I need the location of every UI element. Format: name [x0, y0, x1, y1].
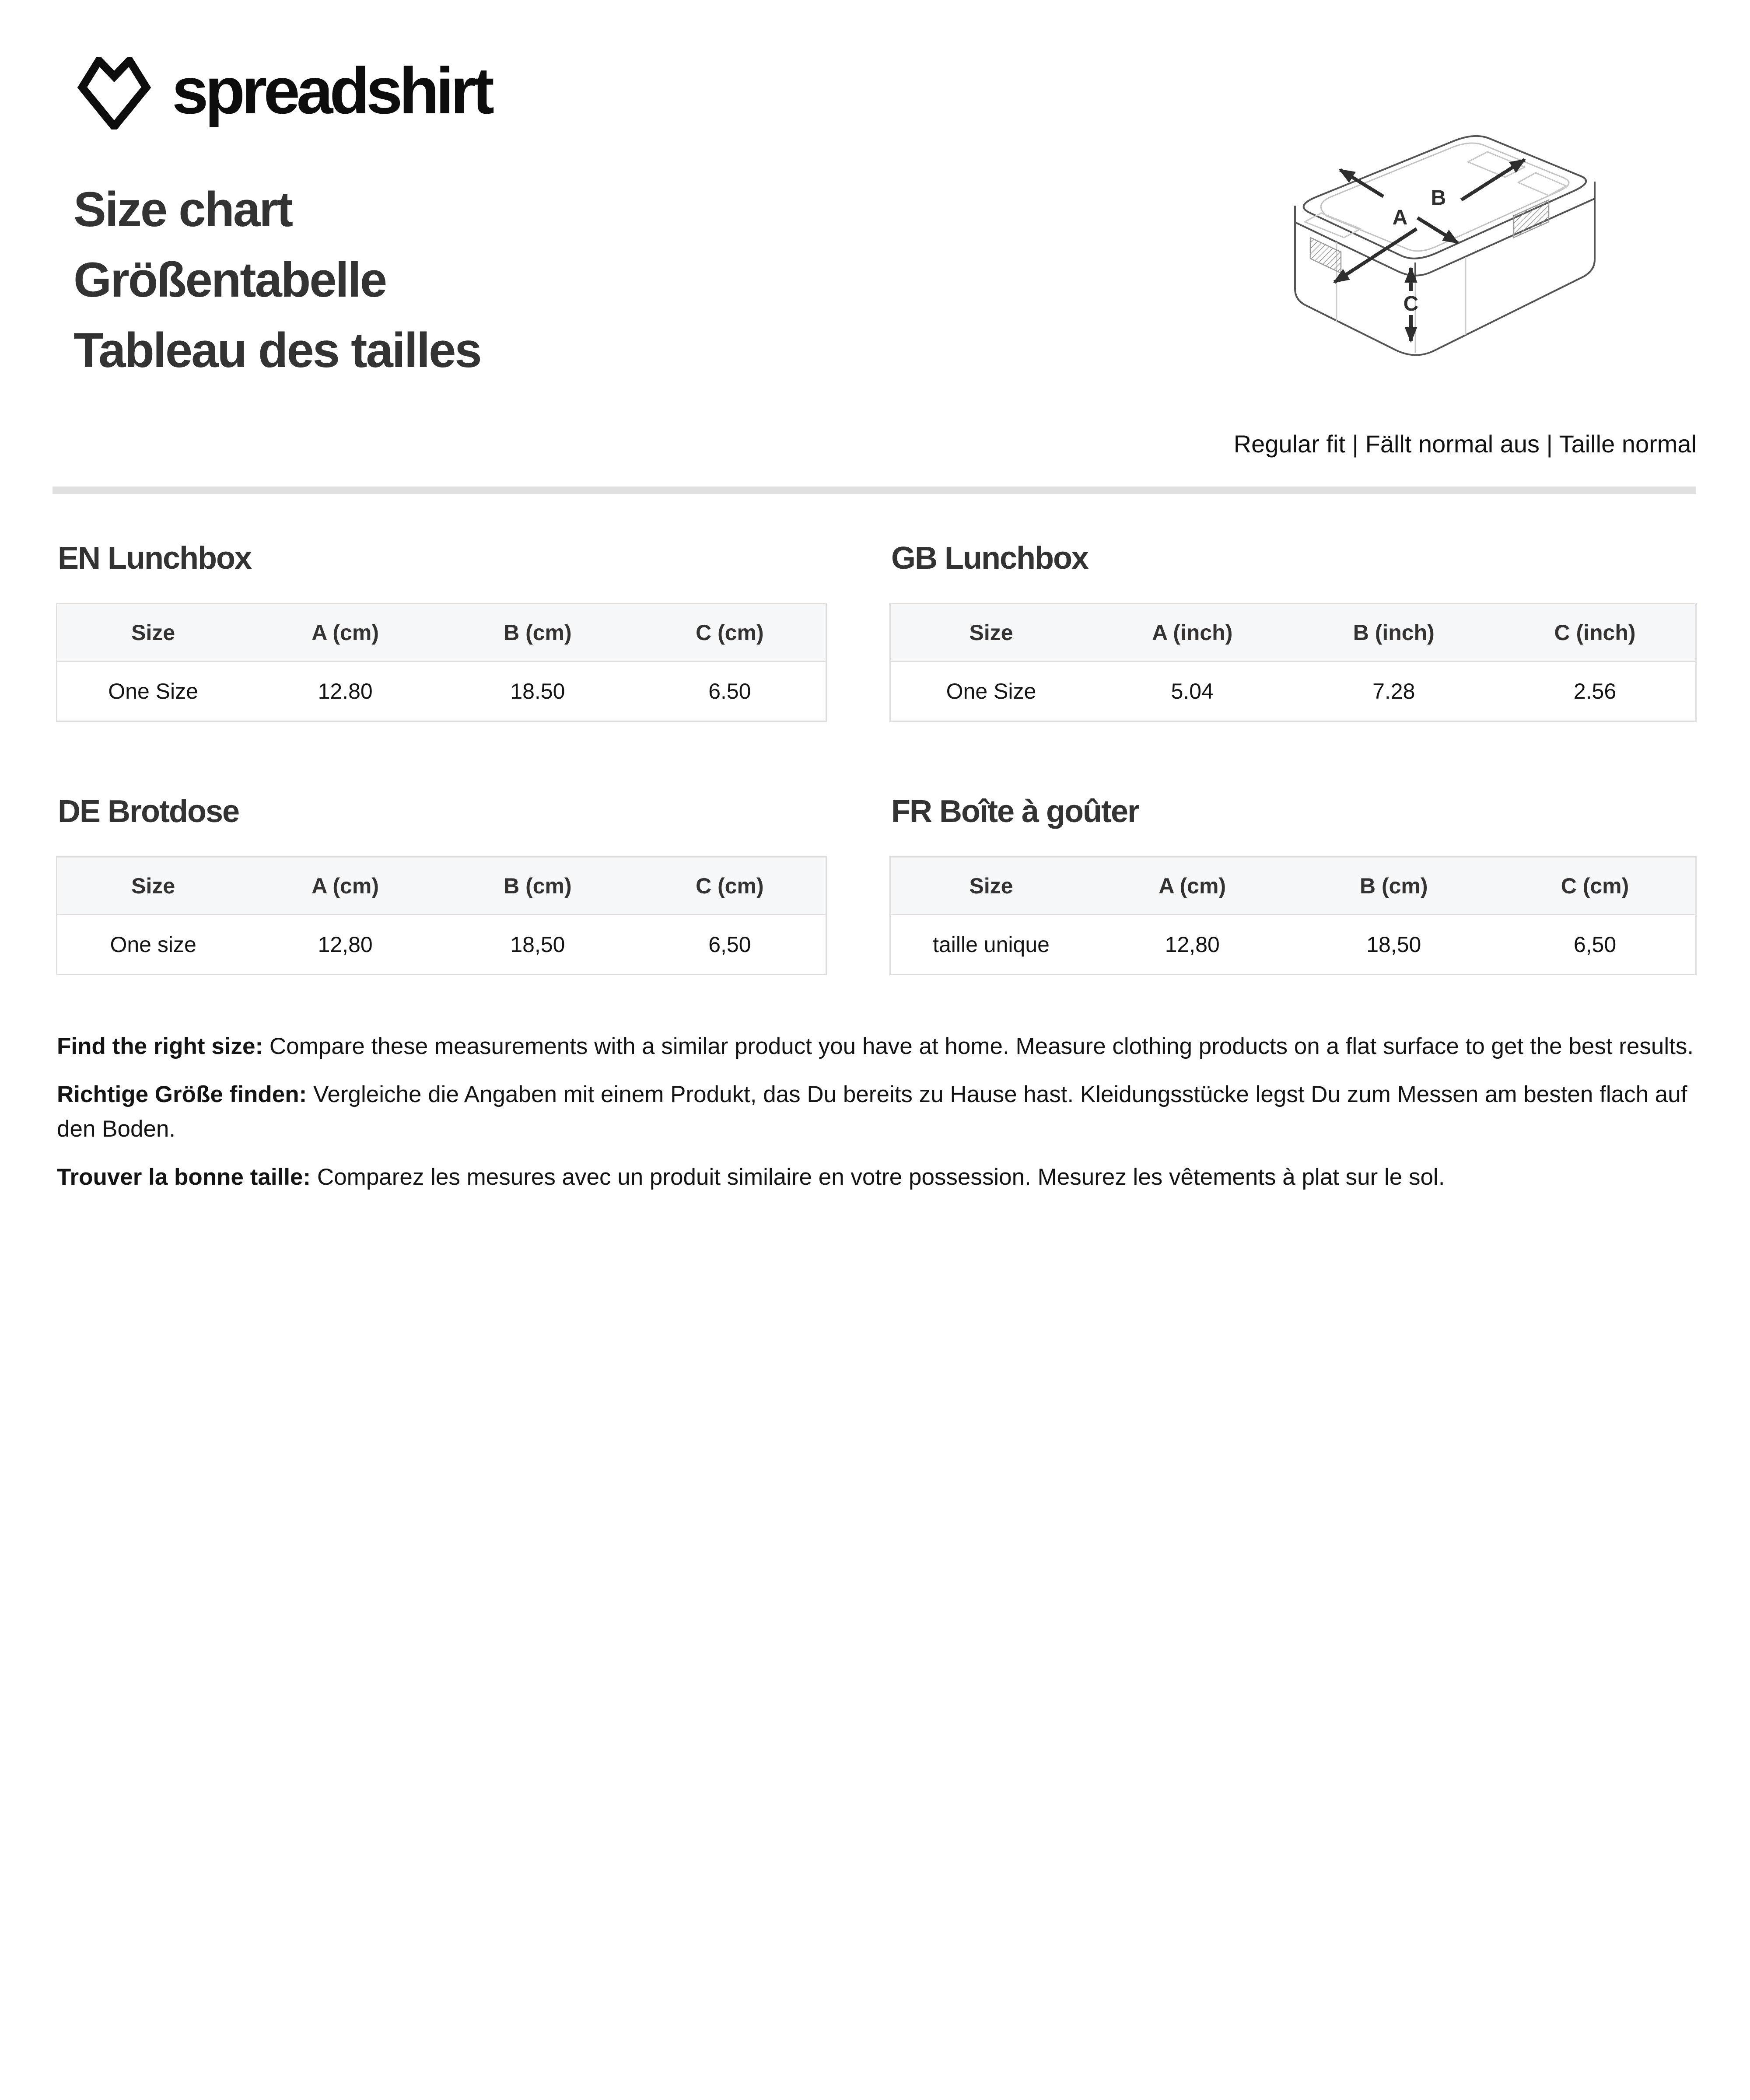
value-cell: 7.28	[1293, 662, 1495, 721]
column-header: C (cm)	[1494, 857, 1696, 915]
value-cell: 12,80	[249, 915, 441, 975]
page-title-fr: Tableau des tailles	[74, 323, 481, 378]
note-fr-text: Comparez les mesures avec un produit similaire en votre possession. Mesurez les vêtements à plat sur le sol.	[311, 1164, 1445, 1190]
dimension-label-a: A	[1392, 206, 1408, 229]
note-en-lead: Find the right size:	[57, 1033, 263, 1059]
column-header: C (cm)	[634, 604, 826, 662]
value-cell: 6,50	[1494, 915, 1696, 975]
size-cell: taille unique	[890, 915, 1092, 975]
column-header: C (inch)	[1494, 604, 1696, 662]
section-heading: GB Lunchbox	[891, 541, 1088, 576]
note-fr	[57, 1160, 1697, 1194]
value-cell: 18,50	[1293, 915, 1495, 975]
column-header: A (cm)	[1092, 857, 1293, 915]
dimension-label-b: B	[1431, 186, 1446, 210]
table-header-row	[890, 604, 1696, 662]
table-row	[890, 915, 1696, 975]
page	[56, 0, 1697, 2100]
fit-note: Regular fit | Fällt normal aus | Taille normal	[1233, 430, 1697, 458]
column-header: A (cm)	[249, 604, 441, 662]
size-table-gb	[889, 603, 1697, 722]
lunchbox-diagram-icon	[1269, 112, 1623, 365]
section-heading: FR Boîte à goûter	[891, 794, 1139, 829]
column-header: Size	[890, 604, 1092, 662]
spreadshirt-heart-icon	[71, 57, 157, 130]
note-de-text: Vergleiche die Angaben mit einem Produkt, das Du bereits zu Hause hast. Kleidungsstücke legst Du zum Messen am besten flach auf den Boden.	[57, 1082, 1687, 1142]
section-de-brotdose	[56, 794, 827, 975]
brand-wordmark: spreadshirt	[172, 54, 491, 127]
note-en-text: Compare these measurements with a similar product you have at home. Measure clothing products on a flat surface to get the best results.	[263, 1033, 1694, 1059]
size-tables-grid	[56, 541, 1697, 975]
measuring-instructions	[57, 1029, 1697, 1208]
column-header: A (inch)	[1092, 604, 1293, 662]
value-cell: 2.56	[1494, 662, 1696, 721]
section-heading: DE Brotdose	[58, 794, 239, 829]
section-heading: EN Lunchbox	[58, 541, 251, 576]
note-fr-lead: Trouver la bonne taille:	[57, 1164, 311, 1190]
lunchbox-measure-illustration	[1269, 112, 1623, 365]
column-header: Size	[57, 604, 249, 662]
table-header-row	[890, 857, 1696, 915]
column-header: Size	[890, 857, 1092, 915]
table-row	[890, 662, 1696, 721]
column-header: A (cm)	[249, 857, 441, 915]
size-table-fr	[889, 856, 1697, 975]
column-header: B (cm)	[441, 857, 634, 915]
size-cell: One size	[57, 915, 249, 975]
section-fr-boite	[889, 794, 1697, 975]
note-de	[57, 1077, 1697, 1146]
value-cell: 6.50	[634, 662, 826, 721]
page-title-en: Size chart	[74, 182, 292, 237]
table-header-row	[57, 857, 826, 915]
column-header: C (cm)	[634, 857, 826, 915]
table-row	[57, 915, 826, 975]
page-title-de: Größentabelle	[74, 252, 386, 307]
section-gb-lunchbox	[889, 541, 1697, 722]
size-table-de	[56, 856, 827, 975]
section-divider	[52, 486, 1696, 494]
dimension-label-c: C	[1403, 292, 1419, 315]
table-header-row	[57, 604, 826, 662]
section-en-lunchbox	[56, 541, 827, 722]
value-cell: 5.04	[1092, 662, 1293, 721]
column-header: B (cm)	[1293, 857, 1495, 915]
value-cell: 6,50	[634, 915, 826, 975]
size-cell: One Size	[890, 662, 1092, 721]
note-de-lead: Richtige Größe finden:	[57, 1082, 307, 1107]
table-row	[57, 662, 826, 721]
value-cell: 12,80	[1092, 915, 1293, 975]
column-header: B (cm)	[441, 604, 634, 662]
column-header: B (inch)	[1293, 604, 1495, 662]
value-cell: 12.80	[249, 662, 441, 721]
page-title-block	[74, 174, 481, 385]
brand-logo	[71, 54, 491, 130]
value-cell: 18,50	[441, 915, 634, 975]
value-cell: 18.50	[441, 662, 634, 721]
column-header: Size	[57, 857, 249, 915]
size-cell: One Size	[57, 662, 249, 721]
size-table-en	[56, 603, 827, 722]
note-en	[57, 1029, 1697, 1064]
